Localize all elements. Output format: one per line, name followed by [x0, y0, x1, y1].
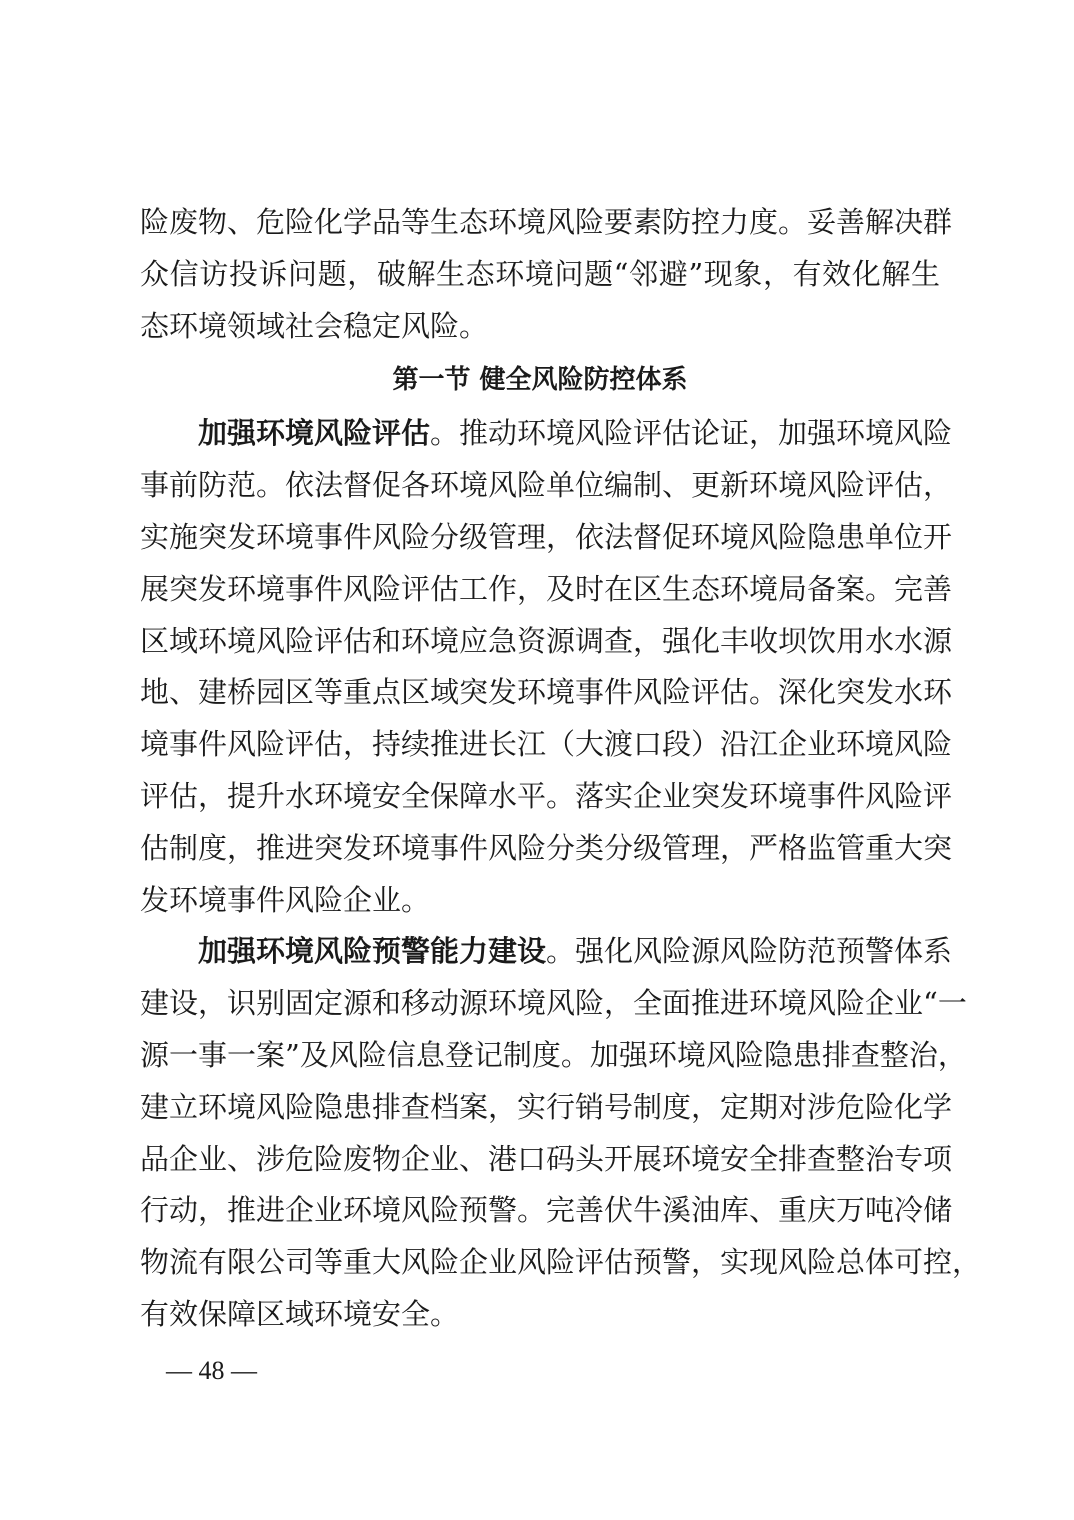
- paragraph-line: 区域环境风险评估和环境应急资源调查，强化丰收坝饮用水水源: [140, 623, 953, 658]
- paragraph-line: 实施突发环境事件风险分级管理，依法督促环境风险隐患单位开: [140, 519, 953, 554]
- paragraph-line: 发环境事件风险企业。: [140, 882, 431, 917]
- intro-line: 险废物、危险化学品等生态环境风险要素防控力度。妥善解决群: [140, 205, 953, 239]
- paragraph-text: 。强化风险源风险防范预警体系: [546, 934, 953, 969]
- paragraph-text: 。推动环境风险评估论证，加强环境风险: [430, 416, 953, 451]
- paragraph-first-line: [140, 408, 953, 460]
- paragraph-line: 建立环境风险隐患排查档案，实行销号制度，定期对涉危险化学: [140, 1089, 953, 1124]
- paragraph-line: 物流有限公司等重大风险企业风险评估预警，实现风险总体可控，: [140, 1245, 982, 1280]
- page-number: — 48 —: [166, 1356, 257, 1385]
- paragraph-line: 展突发环境事件风险评估工作，及时在区生态环境局备案。完善: [140, 571, 953, 606]
- document-body: [140, 197, 982, 1341]
- paragraph-first-line: [140, 926, 953, 978]
- paragraph-lead: 加强环境风险评估: [198, 416, 431, 451]
- section-heading: 第一节 健全风险防控体系: [392, 365, 688, 396]
- paragraph-line: 源一事一案”及风险信息登记制度。加强环境风险隐患排查整治，: [140, 1037, 967, 1072]
- paragraph-line: 品企业、涉危险废物企业、港口码头开展环境安全排查整治专项: [140, 1141, 953, 1176]
- paragraph-line: 行动，推进企业环境风险预警。完善伏牛溪油库、重庆万吨冷储: [140, 1193, 953, 1228]
- paragraph-line: 地、建桥园区等重点区域突发环境事件风险评估。深化突发水环: [140, 675, 953, 710]
- intro-line: 众信访投诉问题，破解生态环境问题“邻避”现象，有效化解生: [140, 256, 940, 291]
- paragraph-line: 境事件风险评估，持续推进长江（大渡口段）沿江企业环境风险: [140, 727, 953, 762]
- paragraph-line: 估制度，推进突发环境事件风险分类分级管理，严格监管重大突: [140, 830, 953, 865]
- paragraph-line: 有效保障区域环境安全。: [140, 1296, 460, 1331]
- paragraph-line: 事前防范。依法督促各环境风险单位编制、更新环境风险评估，: [140, 468, 953, 503]
- intro-line: 态环境领域社会稳定风险。: [140, 308, 489, 343]
- paragraph-line: 评估，提升水环境安全保障水平。落实企业突发环境事件风险评: [140, 778, 953, 813]
- paragraph-lead: 加强环境风险预警能力建设: [198, 934, 547, 969]
- paragraph-line: 建设，识别固定源和移动源环境风险，全面推进环境风险企业“一: [140, 986, 967, 1021]
